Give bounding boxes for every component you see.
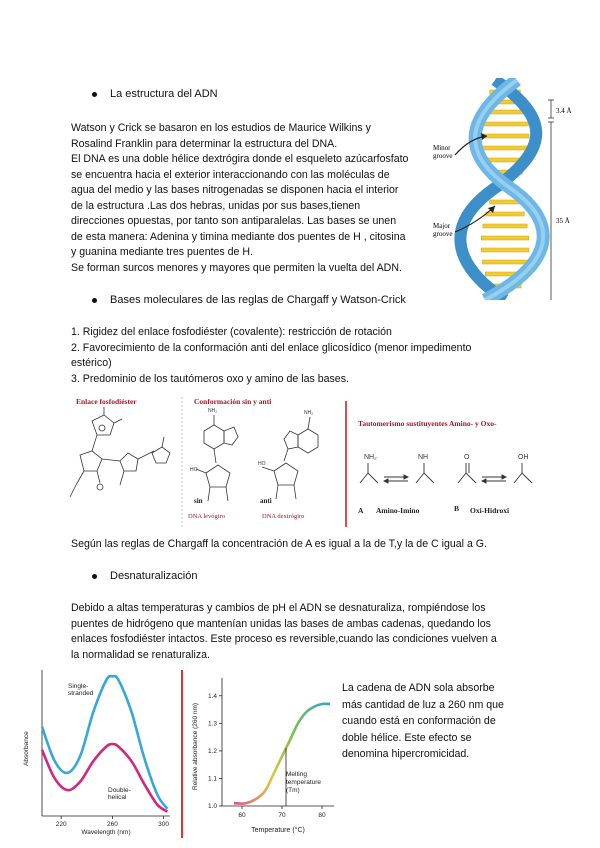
text-line: enlaces fosfodiéster intactos. Este proceso es reversible,cuando las condiciones vuelven a (71, 633, 497, 645)
base-pair-4 (481, 134, 529, 138)
x-tick-label: 220 (55, 821, 67, 828)
y-tick-label: 1.3 (207, 720, 217, 728)
bullet-icon (92, 574, 97, 579)
oh-label: OH (518, 454, 529, 461)
heading-text: La estructura del ADN (110, 88, 218, 100)
text-line: denomina hipercromicidad. (342, 748, 470, 760)
oxi-hidroxi-label: Oxi-Hidroxi (470, 506, 510, 515)
y-axis-label: Relative absorbance (260 nm) (192, 702, 199, 790)
nh2-label: NH₂ (364, 454, 377, 461)
x-tick-label: 80 (318, 812, 326, 819)
text-line: y guanina mediante tres puentes de H. (71, 246, 253, 258)
heading-chargaff (92, 294, 406, 306)
list-item: 3. Predominio de los tautómeros oxo y amino de las bases. (71, 372, 349, 385)
title-enlace-fosfodiester: Enlace fosfodiéster (76, 397, 137, 406)
chart-separator (181, 670, 183, 838)
base-pair-13 (483, 260, 528, 264)
base-pair-9 (486, 212, 524, 216)
y-tick-label: 1.2 (207, 748, 217, 756)
melting-temp-annotation: Melting temperature (Tm) (286, 771, 322, 794)
base-pair-12 (481, 248, 529, 252)
text-line: agua del medio y las bases nitrogenadas se disponen hacia el interior (71, 184, 399, 196)
melting-curve-chart (188, 672, 338, 842)
minor-groove-label: Minor groove (433, 144, 453, 160)
series-line (42, 744, 167, 812)
list-item: 2. Favorecimiento de la conformación anti del enlace glicosídico (menor impedimento (71, 341, 472, 354)
amino-imino-label: Amino-Imino (376, 506, 420, 515)
amino-imino-structure (360, 463, 434, 483)
dna-dextro-label: DNA dextrógiro (262, 513, 305, 520)
svg-text:HO: HO (258, 461, 266, 467)
text-line: Watson y Crick se basaron en los estudios de Maurice Wilkins y (71, 122, 371, 134)
anti-conformation-structure (262, 417, 318, 499)
base-pair-10 (483, 224, 527, 228)
paragraph-estructura (71, 121, 408, 276)
title-tautomerismo: Tautomerismo sustituyentes Amino- y Oxo- (358, 419, 497, 428)
melting-curve-line (234, 704, 330, 804)
svg-text:HO: HO (190, 467, 198, 473)
dim-small-label: 3.4 Å (556, 107, 572, 115)
heading-text: Bases moleculares de las reglas de Chargaff y Watson-Crick (110, 294, 406, 306)
heading-estructura (92, 88, 218, 100)
text-line: Debido a altas temperaturas y cambios de pH el ADN se desnaturaliza, rompiéndose los (71, 602, 486, 614)
text-line: se encuentra hacia el exterior interaccionando con las moléculas de (71, 168, 390, 181)
y-tick-label: 1.4 (207, 692, 217, 700)
y-axis-label: Absorbance (23, 731, 30, 766)
list-item: 1. Rigidez del enlace fosfodiéster (covalente): restricción de rotación (71, 326, 392, 338)
hyperchromicity-text (342, 680, 504, 763)
bullet-icon (92, 298, 97, 303)
text-line: doble hélice. Este efecto se (342, 731, 472, 744)
svg-text:NH₂: NH₂ (208, 408, 218, 414)
paragraph-desnaturalizacion (71, 601, 497, 663)
series-lines (234, 704, 330, 806)
text-line: La cadena de ADN sola absorbe (342, 682, 495, 694)
series-label-double: Double-helical (108, 787, 131, 801)
chargaff-rule: Según las reglas de Chargaff la concentración de A es igual a la de T,y la de C igual a G. (71, 538, 487, 550)
o-label: O (464, 454, 470, 461)
chemistry-figure (62, 393, 550, 533)
absorbance-spectrum-chart (20, 666, 180, 842)
dna-levo-label: DNA levógiro (188, 513, 226, 520)
text-line: la normalidad se renaturaliza. (71, 648, 210, 661)
base-pair-3 (482, 122, 529, 126)
text-line: de esta manera: Adenina y timina mediante dos puentes de H , citosina (71, 230, 406, 243)
text-line: cuando está en conformación de (342, 715, 496, 727)
title-conformacion: Conformación sin y anti (194, 397, 272, 406)
sin-label: sin (194, 497, 203, 505)
dim-large-label: 35 Å (556, 217, 570, 225)
x-ticks (56, 816, 170, 828)
list-item: estérico) (71, 357, 112, 369)
list-bases-moleculares (71, 325, 471, 387)
series-lines (42, 676, 167, 812)
oxi-hidroxi-structure (458, 463, 532, 483)
base-pair-5 (482, 146, 528, 150)
heading-desnaturalizacion (92, 570, 197, 582)
x-axis-label: Wavelength (nm) (81, 829, 131, 836)
base-pair-8 (490, 200, 521, 204)
text-line: direcciones opuestas, por tanto son antiparalelas. Las bases se unen (71, 215, 397, 227)
y-tick-label: 1.1 (207, 775, 217, 783)
x-tick-label: 60 (238, 812, 246, 819)
dna-helix-figure (425, 78, 585, 300)
major-groove-label: Major groove (433, 222, 453, 238)
x-axis-label: Temperature (°C) (251, 827, 305, 834)
nh-label: NH (418, 454, 429, 461)
text-line: puentes de hidrógeno que mantenían unidas las bases de ambas cadenas, quedando los (71, 617, 491, 630)
text-line: Se forman surcos menores y mayores que permiten la vuelta del ADN. (71, 261, 402, 274)
svg-text:NH₂: NH₂ (304, 410, 314, 416)
text-line: El DNA es una doble hélice dextrógira donde el esqueleto azúcarfosfato (71, 153, 409, 165)
text-line: de la estructura .Las dos hebras, unidas por sus bases,tienen (71, 199, 361, 212)
text-line: Rosalind Franklin para determinar la estructura del DNA. (71, 137, 338, 150)
y-tick-label: 1.0 (207, 803, 217, 811)
letter-b: B (454, 504, 460, 513)
heading-text: Desnaturalización (110, 570, 198, 582)
letter-a: A (358, 506, 364, 515)
text-line: más cantidad de luz a 260 nm que (342, 698, 504, 711)
bullet-icon (92, 92, 97, 97)
x-tick-label: 300 (158, 821, 170, 828)
phosphodiester-structure (70, 407, 170, 497)
sin-conformation-structure (196, 415, 238, 501)
x-tick-label: 260 (106, 821, 118, 828)
anti-label: anti (260, 497, 272, 505)
base-pair-11 (481, 236, 528, 240)
x-tick-label: 70 (278, 812, 286, 819)
series-label-single: Single-stranded (68, 683, 94, 697)
